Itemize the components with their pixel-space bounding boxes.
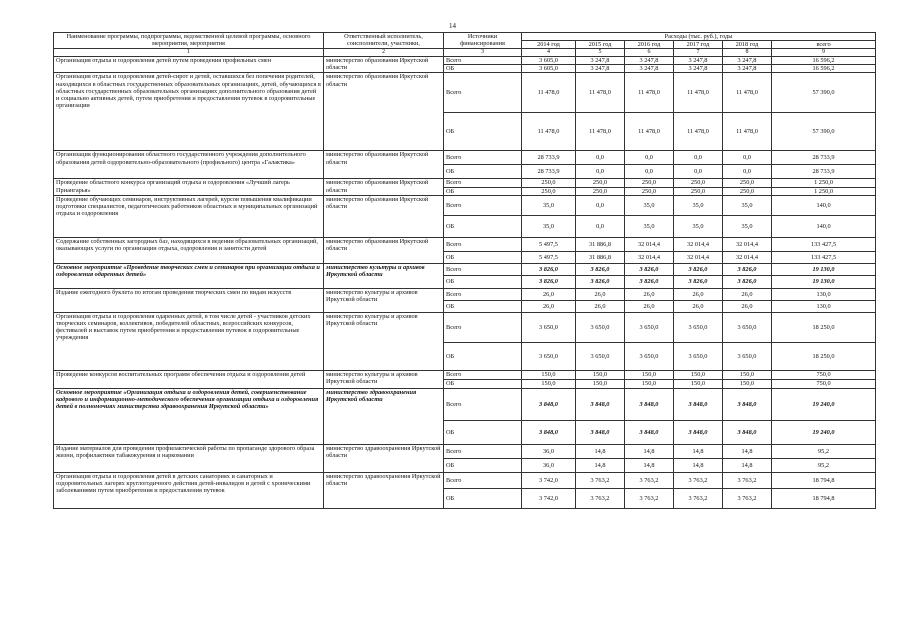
executor: министерство образования Иркутской области [324, 237, 444, 263]
year-value-cell: 3 247,8 [723, 57, 772, 65]
year-value-cell: 14,8 [723, 444, 772, 458]
year-value-cell: 0,0 [576, 215, 625, 237]
funding-source: Всего [444, 73, 522, 113]
funding-source: ОБ [444, 379, 522, 388]
year-value-cell: 35,0 [625, 195, 674, 215]
year-value-cell: 26,0 [522, 300, 576, 312]
year-value-cell: 250,0 [522, 179, 576, 187]
year-value-cell: 3 848,0 [576, 420, 625, 444]
year-value-cell: 3 650,0 [576, 342, 625, 370]
funding-source: Всего [444, 179, 522, 187]
executor: министерство образования Иркутской области [324, 57, 444, 73]
year-value-cell: 3 650,0 [576, 312, 625, 342]
header-source: Источники финансирования [444, 33, 522, 49]
year-value-cell: 14,8 [674, 458, 723, 472]
year-value-cell: 3 650,0 [522, 342, 576, 370]
funding-source: Всего [444, 151, 522, 165]
year-value-cell: 0,0 [625, 151, 674, 165]
year-value-cell: 0,0 [723, 165, 772, 179]
table-row [54, 195, 876, 215]
activity-name: Издание ежегодного буклета по итогам проведения творческих смен по видам искусств [54, 288, 324, 312]
year-value-cell: 3 763,2 [576, 488, 625, 508]
executor: министерство здравоохранения Иркутской области [324, 444, 444, 472]
column-number: 4 [522, 49, 576, 57]
year-value-cell: 11 478,0 [522, 73, 576, 113]
activity-name: Организация отдыха и оздоровления одаренных детей, в том числе детей - участников детских творческих семинаров, коллективов, победителей областных, всероссийских конкурсов, фестивалей и выставок путем приобретения и предоставления путевок в оздоровительные учреждения [54, 312, 324, 370]
activity-name: Содержание собственных загородных баз, находящихся в ведении образовательных организаций, оказывающих услуги по организации отдыха, оздоровления и занятости детей [54, 237, 324, 263]
year-value-cell: 3 605,0 [522, 57, 576, 65]
year-value-cell: 3 848,0 [625, 388, 674, 420]
year-value-cell: 3 826,0 [625, 263, 674, 275]
year-value-cell: 26,0 [674, 288, 723, 300]
funding-source: ОБ [444, 458, 522, 472]
column-number: 2 [324, 49, 444, 57]
header-year: 2018 год [723, 41, 772, 49]
header-row-1 [54, 33, 876, 41]
executor: министерство культуры и архивов Иркутской области [324, 288, 444, 312]
total-cell: 57 390,0 [772, 73, 876, 113]
year-value-cell: 250,0 [723, 187, 772, 195]
year-value-cell: 14,8 [625, 458, 674, 472]
total-cell: 140,0 [772, 195, 876, 215]
total-cell: 18 794,8 [772, 488, 876, 508]
table-row [54, 444, 876, 458]
year-value-cell: 11 478,0 [625, 113, 674, 151]
year-value-cell: 3 826,0 [625, 275, 674, 288]
executor: министерство культуры и архивов Иркутской области [324, 370, 444, 388]
year-value-cell: 3 763,2 [723, 488, 772, 508]
year-value-cell: 35,0 [522, 195, 576, 215]
year-value-cell: 32 014,4 [674, 237, 723, 251]
year-value-cell: 11 478,0 [674, 113, 723, 151]
header-year: 2014 год [522, 41, 576, 49]
year-value-cell: 3 848,0 [674, 388, 723, 420]
year-value-cell: 14,8 [625, 444, 674, 458]
table-body [54, 57, 876, 508]
table-row [54, 57, 876, 65]
year-value-cell: 3 650,0 [723, 342, 772, 370]
total-cell: 18 250,0 [772, 342, 876, 370]
funding-source: Всего [444, 444, 522, 458]
year-value-cell: 0,0 [576, 165, 625, 179]
year-value-cell: 26,0 [576, 288, 625, 300]
column-number: 3 [444, 49, 522, 57]
activity-name: Организация отдыха и оздоровления детей в детских санаториях и санаторных и оздоровительных лагерях круглогодичного действия детей-инвалидов и детей с хроническими заболеваниями путем приобретения и предоставления путевок [54, 472, 324, 508]
year-value-cell: 0,0 [576, 195, 625, 215]
header-name: Наименование программы, подпрограммы, ведомственной целевой программы, основного мероприятия, мероприятия [54, 33, 324, 49]
year-value-cell: 3 848,0 [723, 420, 772, 444]
funding-source: ОБ [444, 300, 522, 312]
table-row [54, 370, 876, 379]
year-value-cell: 250,0 [723, 179, 772, 187]
year-value-cell: 3 650,0 [674, 312, 723, 342]
year-value-cell: 0,0 [576, 151, 625, 165]
year-value-cell: 14,8 [576, 444, 625, 458]
year-value-cell: 3 742,0 [522, 488, 576, 508]
year-value-cell: 3 826,0 [723, 275, 772, 288]
year-value-cell: 11 478,0 [723, 113, 772, 151]
page-number: 14 [449, 22, 456, 30]
year-value-cell: 3 763,2 [723, 472, 772, 488]
total-cell: 133 427,5 [772, 237, 876, 251]
year-value-cell: 28 733,9 [522, 165, 576, 179]
table-row [54, 237, 876, 251]
year-value-cell: 3 826,0 [674, 263, 723, 275]
year-value-cell: 3 826,0 [522, 263, 576, 275]
funding-source: ОБ [444, 342, 522, 370]
total-cell: 130,0 [772, 288, 876, 300]
total-cell: 1 250,0 [772, 179, 876, 187]
year-value-cell: 3 247,8 [674, 57, 723, 65]
total-cell: 750,0 [772, 379, 876, 388]
header-year: 2015 год [576, 41, 625, 49]
year-value-cell: 3 848,0 [522, 388, 576, 420]
year-value-cell: 250,0 [625, 179, 674, 187]
year-value-cell: 150,0 [723, 370, 772, 379]
year-value-cell: 3 826,0 [674, 275, 723, 288]
year-value-cell: 3 848,0 [625, 420, 674, 444]
funding-source: Всего [444, 288, 522, 300]
total-cell: 16 596,2 [772, 57, 876, 65]
year-value-cell: 36,0 [522, 444, 576, 458]
year-value-cell: 150,0 [625, 370, 674, 379]
year-value-cell: 3 763,2 [625, 488, 674, 508]
year-value-cell: 14,8 [723, 458, 772, 472]
total-cell: 130,0 [772, 300, 876, 312]
total-cell: 19 240,0 [772, 420, 876, 444]
year-value-cell: 14,8 [674, 444, 723, 458]
table-row [54, 388, 876, 420]
total-cell: 140,0 [772, 215, 876, 237]
executor: министерство здравоохранения Иркутской области [324, 472, 444, 508]
year-value-cell: 35,0 [723, 195, 772, 215]
executor: министерство образования Иркутской области [324, 73, 444, 151]
funding-source: Всего [444, 57, 522, 65]
total-cell: 19 130,0 [772, 263, 876, 275]
total-cell: 95,2 [772, 444, 876, 458]
budget-table [53, 32, 876, 509]
year-value-cell: 5 497,5 [522, 237, 576, 251]
activity-name: Организация отдыха и оздоровления детей-сирот и детей, оставшихся без попечения родителей, находящихся в областных государственных образовательных организациях, детей, обучающихся в областных государственных образовательных организациях дополнительного образования детей и социально активных детей, путем приобретения и предоставления путевок в оздоровительные организации [54, 73, 324, 151]
column-number: 8 [723, 49, 772, 57]
activity-name: Основное мероприятие «Проведение творческих смен и семинаров при организации отдыха и оздоровления одаренных детей» [54, 263, 324, 288]
year-value-cell: 3 247,8 [625, 65, 674, 73]
header-column-numbers [54, 49, 876, 57]
total-cell: 19 240,0 [772, 388, 876, 420]
year-value-cell: 35,0 [723, 215, 772, 237]
year-value-cell: 31 886,8 [576, 237, 625, 251]
year-value-cell: 250,0 [674, 179, 723, 187]
year-value-cell: 3 650,0 [522, 312, 576, 342]
year-value-cell: 0,0 [625, 165, 674, 179]
total-cell: 28 733,9 [772, 165, 876, 179]
year-value-cell: 3 247,8 [674, 65, 723, 73]
year-value-cell: 3 763,2 [674, 488, 723, 508]
year-value-cell: 150,0 [576, 379, 625, 388]
table-row [54, 472, 876, 488]
year-value-cell: 150,0 [674, 379, 723, 388]
year-value-cell: 150,0 [723, 379, 772, 388]
year-value-cell: 26,0 [522, 288, 576, 300]
year-value-cell: 11 478,0 [522, 113, 576, 151]
funding-source: ОБ [444, 275, 522, 288]
funding-source: Всего [444, 195, 522, 215]
year-value-cell: 11 478,0 [576, 73, 625, 113]
year-value-cell: 28 733,9 [522, 151, 576, 165]
year-value-cell: 250,0 [576, 179, 625, 187]
column-number: 9 [772, 49, 876, 57]
total-cell: 95,2 [772, 458, 876, 472]
year-value-cell: 32 014,4 [723, 237, 772, 251]
executor: министерство образования Иркутской области [324, 195, 444, 237]
funding-source: ОБ [444, 165, 522, 179]
header-total: всего [772, 41, 876, 49]
year-value-cell: 0,0 [674, 165, 723, 179]
year-value-cell: 36,0 [522, 458, 576, 472]
total-cell: 57 390,0 [772, 113, 876, 151]
executor: министерство образования Иркутской области [324, 151, 444, 179]
funding-source: ОБ [444, 215, 522, 237]
year-value-cell: 150,0 [674, 370, 723, 379]
year-value-cell: 3 650,0 [625, 312, 674, 342]
header-year: 2017 год [674, 41, 723, 49]
funding-source: ОБ [444, 251, 522, 263]
year-value-cell: 3 742,0 [522, 472, 576, 488]
year-value-cell: 3 650,0 [723, 312, 772, 342]
total-cell: 133 427,5 [772, 251, 876, 263]
year-value-cell: 250,0 [522, 187, 576, 195]
funding-source: Всего [444, 237, 522, 251]
year-value-cell: 3 763,2 [625, 472, 674, 488]
total-cell: 18 250,0 [772, 312, 876, 342]
year-value-cell: 150,0 [522, 379, 576, 388]
year-value-cell: 35,0 [674, 195, 723, 215]
year-value-cell: 3 247,8 [625, 57, 674, 65]
activity-name: Проведение областного конкурса организаций отдыха и оздоровления «Лучший лагерь Приангарья» [54, 179, 324, 195]
year-value-cell: 32 014,4 [723, 251, 772, 263]
year-value-cell: 11 478,0 [674, 73, 723, 113]
total-cell: 750,0 [772, 370, 876, 379]
activity-name: Организация отдыха и оздоровления детей путем проведения профильных смен [54, 57, 324, 73]
year-value-cell: 26,0 [723, 288, 772, 300]
year-value-cell: 250,0 [576, 187, 625, 195]
year-value-cell: 3 605,0 [522, 65, 576, 73]
executor: министерство культуры и архивов Иркутской области [324, 312, 444, 370]
funding-source: ОБ [444, 113, 522, 151]
year-value-cell: 32 014,4 [674, 251, 723, 263]
table-row [54, 73, 876, 113]
year-value-cell: 11 478,0 [625, 73, 674, 113]
year-value-cell: 3 826,0 [576, 263, 625, 275]
funding-source: Всего [444, 312, 522, 342]
funding-source: Всего [444, 370, 522, 379]
table-row [54, 312, 876, 342]
year-value-cell: 32 014,4 [625, 251, 674, 263]
year-value-cell: 35,0 [522, 215, 576, 237]
year-value-cell: 250,0 [674, 187, 723, 195]
year-value-cell: 26,0 [723, 300, 772, 312]
funding-source: Всего [444, 263, 522, 275]
year-value-cell: 26,0 [674, 300, 723, 312]
year-value-cell: 11 478,0 [723, 73, 772, 113]
year-value-cell: 3 848,0 [522, 420, 576, 444]
year-value-cell: 3 247,8 [576, 57, 625, 65]
year-value-cell: 32 014,4 [625, 237, 674, 251]
funding-source: Всего [444, 388, 522, 420]
year-value-cell: 3 848,0 [723, 388, 772, 420]
table-row [54, 179, 876, 187]
year-value-cell: 14,8 [576, 458, 625, 472]
column-number: 1 [54, 49, 324, 57]
executor: министерство здравоохранения Иркутской области [324, 388, 444, 444]
total-cell: 16 596,2 [772, 65, 876, 73]
column-number: 6 [625, 49, 674, 57]
year-value-cell: 150,0 [522, 370, 576, 379]
year-value-cell: 150,0 [625, 379, 674, 388]
year-value-cell: 3 247,8 [576, 65, 625, 73]
total-cell: 28 733,9 [772, 151, 876, 165]
activity-name: Издание материалов для проведения профилактической работы по пропаганде здорового образа жизни, профилактики табакокурения и наркомании [54, 444, 324, 472]
year-value-cell: 0,0 [723, 151, 772, 165]
year-value-cell: 3 826,0 [522, 275, 576, 288]
header-executor: Ответственный исполнитель, соисполнители, участники, [324, 33, 444, 49]
header-year: 2016 год [625, 41, 674, 49]
year-value-cell: 35,0 [625, 215, 674, 237]
activity-name: Проведение обучающих семинаров, инструктивных лагерей, курсов повышения квалификации подготовки специалистов, педагогических работников областных и муниципальных организаций отдыха и оздоровления [54, 195, 324, 237]
activity-name: Организация функционирования областного государственного учреждения дополнительного образования детей оздоровительно-образовательного (профильного) центра «Галактика» [54, 151, 324, 179]
funding-source: ОБ [444, 420, 522, 444]
year-value-cell: 3 826,0 [576, 275, 625, 288]
year-value-cell: 5 497,5 [522, 251, 576, 263]
year-value-cell: 3 650,0 [674, 342, 723, 370]
funding-source: ОБ [444, 488, 522, 508]
year-value-cell: 11 478,0 [576, 113, 625, 151]
year-value-cell: 3 650,0 [625, 342, 674, 370]
table-row [54, 263, 876, 275]
year-value-cell: 26,0 [625, 300, 674, 312]
funding-source: Всего [444, 472, 522, 488]
year-value-cell: 31 886,8 [576, 251, 625, 263]
year-value-cell: 0,0 [674, 151, 723, 165]
year-value-cell: 3 247,8 [723, 65, 772, 73]
activity-name: Проведение конкурсов воспитательных программ обеспечения отдыха и оздоровления детей [54, 370, 324, 388]
activity-name: Основное мероприятие «Организация отдыха и оздоровления детей, совершенствование кадрового и информационно-методического обеспечения организации отдыха и оздоровления детей в полномочиях министерства здравоохранения Иркутской области» [54, 388, 324, 444]
table-row [54, 151, 876, 165]
funding-source: ОБ [444, 65, 522, 73]
table-row [54, 288, 876, 300]
executor: министерство культуры и архивов Иркутской области [324, 263, 444, 288]
year-value-cell: 3 848,0 [576, 388, 625, 420]
year-value-cell: 3 848,0 [674, 420, 723, 444]
total-cell: 1 250,0 [772, 187, 876, 195]
column-number: 7 [674, 49, 723, 57]
year-value-cell: 3 763,2 [576, 472, 625, 488]
executor: министерство образования Иркутской области [324, 179, 444, 195]
year-value-cell: 26,0 [576, 300, 625, 312]
header-expenses: Расходы (тыс. руб.), годы [522, 33, 876, 41]
funding-source: ОБ [444, 187, 522, 195]
total-cell: 18 794,8 [772, 472, 876, 488]
total-cell: 19 130,0 [772, 275, 876, 288]
year-value-cell: 3 763,2 [674, 472, 723, 488]
year-value-cell: 150,0 [576, 370, 625, 379]
year-value-cell: 26,0 [625, 288, 674, 300]
column-number: 5 [576, 49, 625, 57]
year-value-cell: 3 826,0 [723, 263, 772, 275]
year-value-cell: 35,0 [674, 215, 723, 237]
year-value-cell: 250,0 [625, 187, 674, 195]
